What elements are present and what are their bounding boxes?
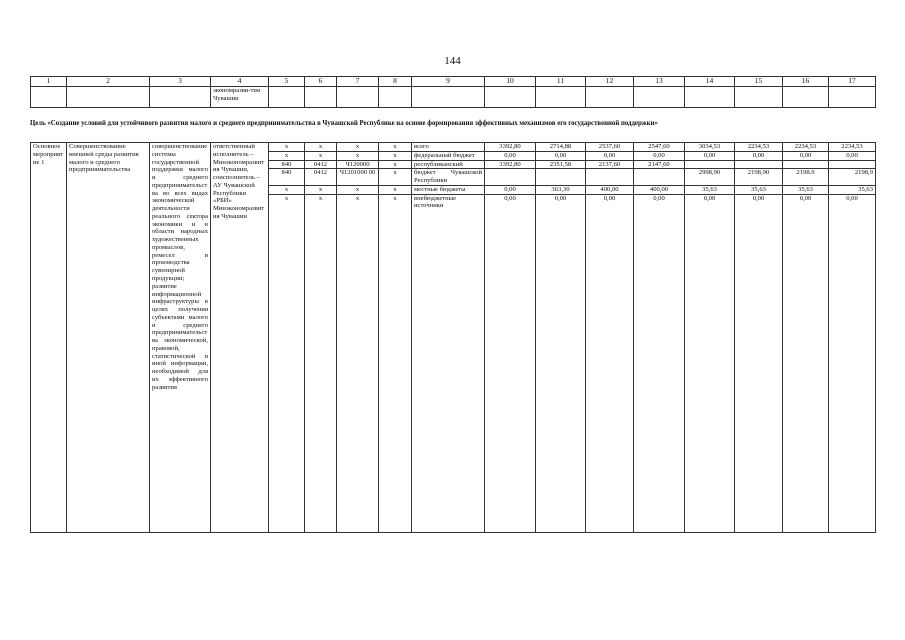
cell-grbs: x	[269, 151, 305, 160]
cell-value: 0,00	[685, 151, 735, 160]
cell-value: 400,00	[586, 185, 634, 194]
cell-source: федеральный бюджет	[412, 151, 485, 160]
cell-value: 2198,90	[735, 169, 783, 186]
cell-csr: x	[337, 151, 379, 160]
cell-value: 0,00	[485, 185, 536, 194]
col-number: 14	[685, 77, 735, 87]
col-number: 11	[536, 77, 586, 87]
col-number: 7	[337, 77, 379, 87]
cell-vr: x	[379, 169, 412, 186]
cell-value: 3392,80	[485, 160, 536, 169]
cell-value: 35,63	[735, 185, 783, 194]
measure-table	[30, 142, 876, 533]
cell-rzpr: 0412	[305, 169, 337, 186]
cell-value: 0,00	[735, 194, 783, 210]
cell-value: 0,00	[586, 151, 634, 160]
col-number: 13	[634, 77, 685, 87]
cell-value	[685, 160, 735, 169]
col-number: 1	[31, 77, 67, 87]
cell-value: 0,00	[485, 194, 536, 210]
cell-value: 35,63	[783, 185, 829, 194]
header-table	[30, 76, 876, 108]
page-number: 144	[444, 55, 461, 67]
cell-value: 35,63	[829, 185, 876, 194]
cell-vr: x	[379, 185, 412, 194]
cell-vr: x	[379, 143, 412, 152]
cell-value: 2547,60	[634, 143, 685, 152]
col-number: 10	[485, 77, 536, 87]
cell-value: 2198.9	[783, 169, 829, 186]
cell-value	[485, 169, 536, 186]
col-number: 17	[829, 77, 876, 87]
cell-value: 0,00	[536, 151, 586, 160]
cell-grbs: 840	[269, 160, 305, 169]
measure-description-cell: совершенствование системы государственной поддержки малого и среднего предпринимательства во всех видах экономической деятельности реального сектора экономики и в области народных художественных промыслов, ремесел и производства сувенирной продукции; развитие информационной инфраструктуры в целях получения субъектами малого и среднего предпринимательства экономической, правовой, статистической и иной информации, необходимой для их эффективного развития	[150, 143, 211, 533]
cell-vr: x	[379, 160, 412, 169]
cell-csr: Ч120000	[337, 160, 379, 169]
cell-value	[634, 169, 685, 186]
cell-rzpr: x	[305, 151, 337, 160]
cell-grbs: x	[269, 143, 305, 152]
cell-value	[586, 169, 634, 186]
col-number: 6	[305, 77, 337, 87]
cell-value: 0,00	[829, 194, 876, 210]
cell-source: бюджет Чувашской Республики	[412, 169, 485, 186]
cell-value: 0,00	[634, 151, 685, 160]
cell-value: 363,30	[536, 185, 586, 194]
cell-vr: x	[379, 194, 412, 210]
cell-rzpr: x	[305, 185, 337, 194]
col-number: 5	[269, 77, 305, 87]
cell-grbs: x	[269, 185, 305, 194]
continued-executor-cell: экономразви-тия Чувашии	[211, 86, 269, 107]
cell-rzpr: x	[305, 194, 337, 210]
cell-value: 0,00	[485, 151, 536, 160]
cell-value: 3034,53	[685, 143, 735, 152]
col-number: 2	[67, 77, 150, 87]
executors-cell: ответственный исполнитель – Минэкономразвития Чувашии, соисполнитель – АУ Чувашской Республики «РБИ» Минэкономразвития Чувашии	[211, 143, 269, 533]
cell-value: 2537,60	[586, 143, 634, 152]
cell-value: 0,00	[634, 194, 685, 210]
cell-value: 2234,53	[829, 143, 876, 152]
cell-value: 35,63	[685, 185, 735, 194]
table-row	[31, 143, 876, 152]
cell-value: 2714,88	[536, 143, 586, 152]
cell-csr: x	[337, 185, 379, 194]
col-number: 9	[412, 77, 485, 87]
col-number: 15	[735, 77, 783, 87]
goal-heading: Цель «Создание условий для устойчивого развития малого и среднего предпринимательства в Чувашской Республике на основе формирования эффективных механизмов его государственной поддержки»	[30, 120, 658, 127]
measure-name-cell: Совершенствование внешней среды развития малого и среднего предпринимательства	[67, 143, 150, 533]
col-number: 4	[211, 77, 269, 87]
cell-value: 2351,58	[536, 160, 586, 169]
cell-value	[783, 160, 829, 169]
col-number: 8	[379, 77, 412, 87]
cell-csr: x	[337, 194, 379, 210]
column-number-row	[31, 77, 876, 87]
cell-value: 0,00	[685, 194, 735, 210]
cell-value: 0,00	[783, 151, 829, 160]
cell-value: 0,00	[735, 151, 783, 160]
cell-value: 2234,53	[735, 143, 783, 152]
cell-source: республиканский	[412, 160, 485, 169]
cell-rzpr: 0412	[305, 160, 337, 169]
cell-vr: x	[379, 151, 412, 160]
cell-value	[735, 160, 783, 169]
cell-csr: x	[337, 143, 379, 152]
col-number: 16	[783, 77, 829, 87]
cell-value: 3392,80	[485, 143, 536, 152]
cell-value	[536, 169, 586, 186]
col-number: 12	[586, 77, 634, 87]
col-number: 3	[150, 77, 211, 87]
cell-source: местные бюджеты	[412, 185, 485, 194]
cell-value: 2198,9	[829, 169, 876, 186]
cell-value	[829, 160, 876, 169]
continued-row	[31, 86, 876, 107]
status-cell: Основное мероприятие 1	[31, 143, 67, 533]
cell-value: 0,00	[586, 194, 634, 210]
cell-value: 2234,53	[783, 143, 829, 152]
cell-value: 2998,90	[685, 169, 735, 186]
cell-csr: Ч1201000 00	[337, 169, 379, 186]
cell-value: 0,00	[783, 194, 829, 210]
cell-value: 0,00	[829, 151, 876, 160]
cell-value: 2137,60	[586, 160, 634, 169]
cell-value: 2147,60	[634, 160, 685, 169]
cell-grbs: x	[269, 194, 305, 210]
cell-value: 0,00	[536, 194, 586, 210]
cell-source: всего	[412, 143, 485, 152]
cell-rzpr: x	[305, 143, 337, 152]
cell-source: внебюджетные источники	[412, 194, 485, 210]
cell-value: 400,00	[634, 185, 685, 194]
cell-grbs: 840	[269, 169, 305, 186]
